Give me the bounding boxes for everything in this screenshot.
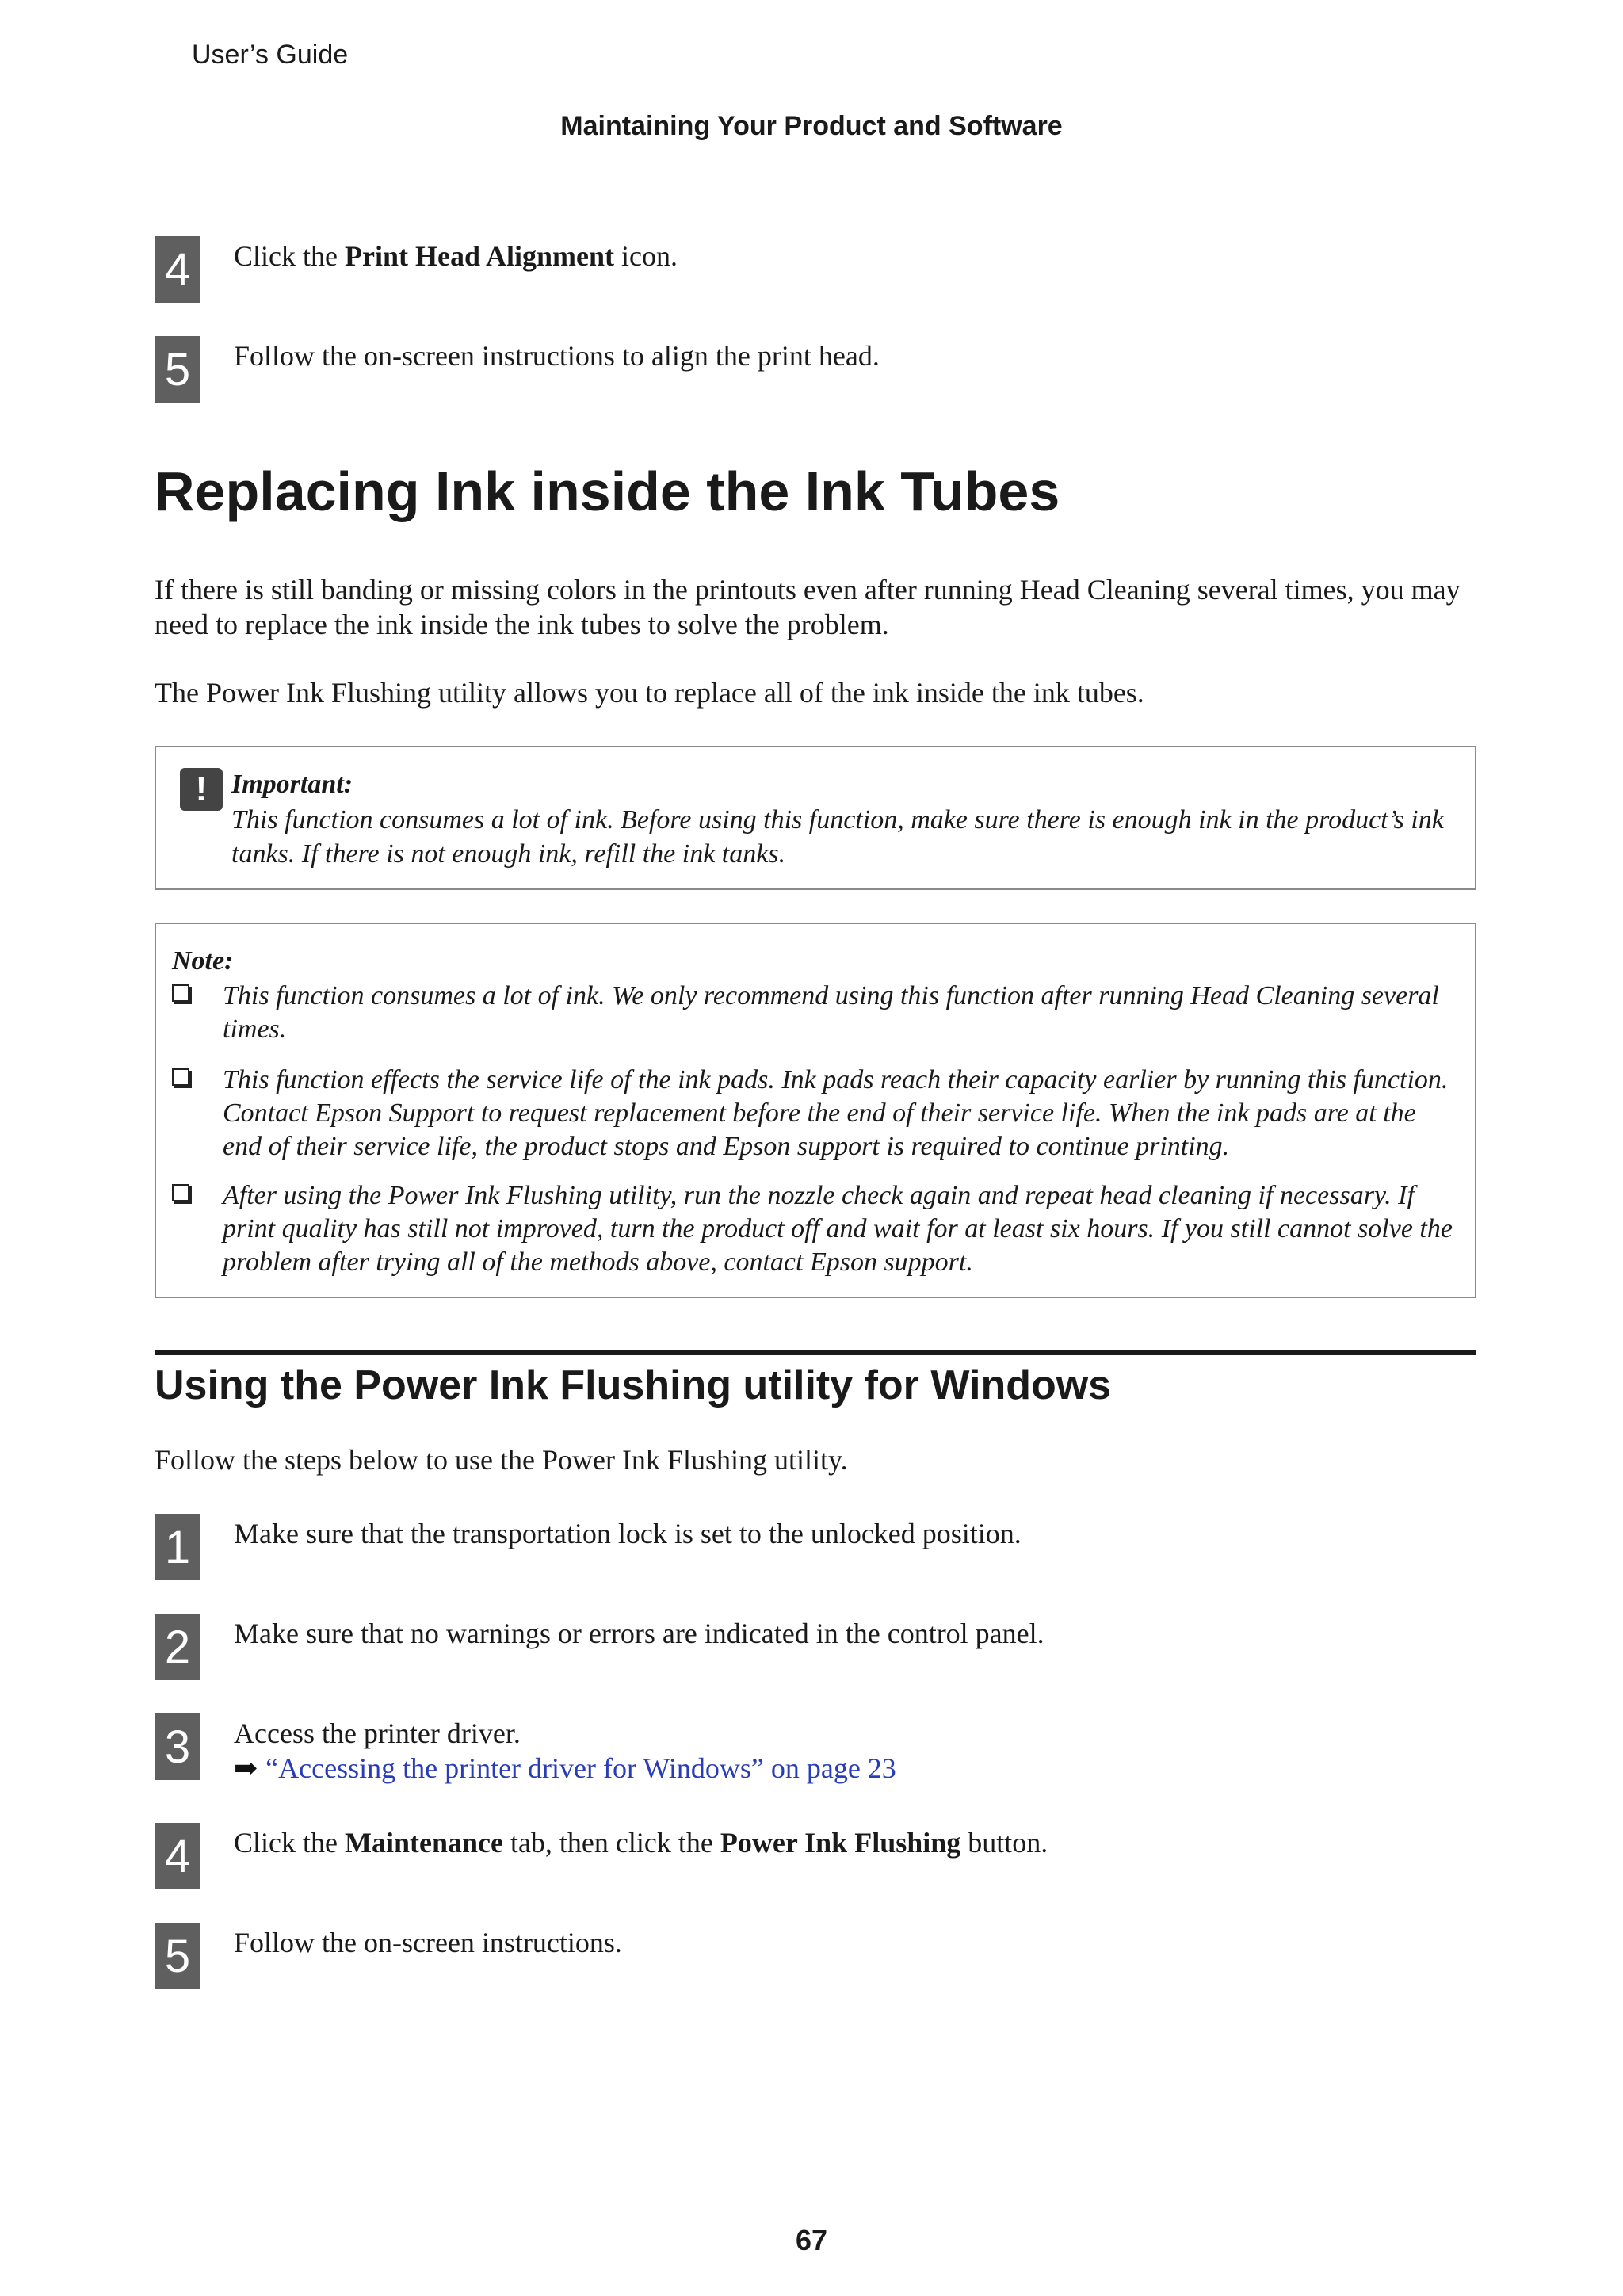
exclamation-icon: ! — [180, 768, 223, 811]
step-number: 4 — [155, 1823, 200, 1889]
note-item-text: This function consumes a lot of ink. We only recommend using this function after running Head Cleaning several times. — [223, 981, 1439, 1044]
important-body: This function consumes a lot of ink. Before using this function, make sure there is enough ink in the product’s ink tanks. If there is not enough ink, refill the ink tanks. — [231, 805, 1444, 869]
page-number: 67 — [795, 2224, 828, 2256]
step-number: 2 — [155, 1614, 200, 1680]
note-item-text: This function effects the service life of the ink pads. Ink pads reach their capacity earlier by running this function. Contact Epson Support to request replacement before the end of their service life. When the ink pads are at the end of their service life, the product stops and Epson support is required to continue printing. — [223, 1065, 1449, 1161]
step-text: Follow the on-screen instructions to align the print head. — [234, 340, 880, 372]
replacing-ink-heading: Replacing Ink inside the Ink Tubes — [155, 460, 1060, 522]
section-header: Maintaining Your Product and Software — [560, 111, 1063, 141]
important-title: Important: — [231, 770, 353, 799]
step-text: Click the Maintenance tab, then click the Power Ink Flushing button. — [234, 1827, 1048, 1859]
print-head-alignment-label: Print Head Alignment — [344, 240, 614, 272]
step-text: Follow the on-screen instructions. — [234, 1927, 622, 1958]
note-item-text: After using the Power Ink Flushing utility, run the nozzle check again and repeat head cleaning if necessary. If print quality has still not improved, turn the product off and wait for at least six hours. If you still cannot solve the problem after trying all of the methods above, contact Epson support. — [223, 1181, 1453, 1277]
step-number: 4 — [155, 236, 200, 303]
power-ink-flushing-label: Power Ink Flushing — [720, 1827, 961, 1859]
important-box — [155, 746, 1476, 890]
windows-intro-paragraph: Follow the steps below to use the Power Ink Flushing utility. — [155, 1444, 848, 1476]
maintenance-tab-label: Maintenance — [344, 1827, 503, 1859]
section-divider — [155, 1350, 1476, 1355]
note-box — [155, 923, 1476, 1298]
replacing-intro-paragraph: If there is still banding or missing colors in the printouts even after running Head Cleaning several times, you may need to replace the ink inside the ink tubes to solve the problem. — [155, 574, 1461, 640]
checkbox-bullet-icon — [172, 984, 189, 1002]
printer-driver-link[interactable]: “Accessing the printer driver for Windows” on page 23 — [265, 1752, 896, 1784]
windows-utility-heading: Using the Power Ink Flushing utility for Windows — [155, 1362, 1112, 1408]
step-number: 3 — [155, 1713, 200, 1780]
replacing-utility-paragraph: The Power Ink Flushing utility allows you to replace all of the ink inside the ink tubes. — [155, 677, 1144, 709]
step-text: Click the Print Head Alignment icon. — [234, 240, 678, 272]
cross-reference — [234, 1750, 896, 1786]
step-text: Make sure that no warnings or errors are indicated in the control panel. — [234, 1618, 1044, 1649]
step-text: Make sure that the transportation lock is set to the unlocked position. — [234, 1518, 1022, 1549]
guide-label: User’s Guide — [192, 40, 349, 70]
step-number: 1 — [155, 1514, 200, 1580]
arrow-right-icon: ➡ — [234, 1752, 258, 1784]
checkbox-bullet-icon — [172, 1184, 189, 1201]
step-number: 5 — [155, 1923, 200, 1989]
step-text: Access the printer driver. — [234, 1717, 521, 1749]
note-title: Note: — [172, 946, 234, 976]
checkbox-bullet-icon — [172, 1068, 189, 1086]
step-number: 5 — [155, 336, 200, 403]
